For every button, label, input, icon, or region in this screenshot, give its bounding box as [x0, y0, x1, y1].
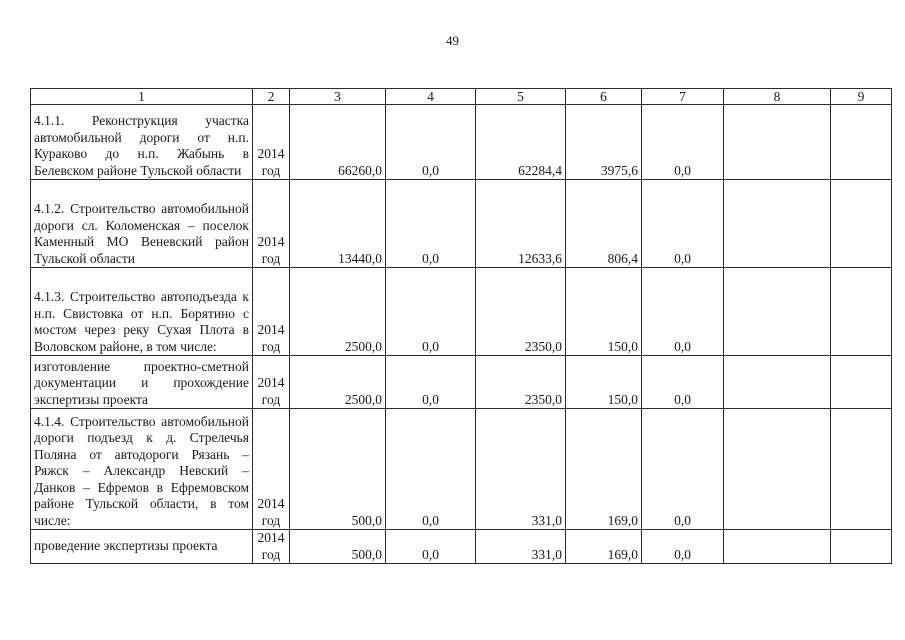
cell-col8: [724, 180, 831, 268]
cell-col7: 0,0: [642, 105, 724, 180]
cell-col7: 0,0: [642, 180, 724, 268]
col-header-7: 7: [642, 89, 724, 105]
row-name: 4.1.4. Строительство автомобильной дороги подъезд к д. Стрелечья Поляна от автодороги Рязань – Ряжск – Александр Невский – Данков – Ефремов в Ефремовском районе Тульской области, в том числе:: [31, 409, 253, 530]
cell-col4: 0,0: [386, 268, 476, 356]
col-header-4: 4: [386, 89, 476, 105]
cell-col9: [831, 530, 892, 564]
cell-col5: 12633,6: [476, 180, 566, 268]
cell-col8: [724, 356, 831, 409]
cell-col7: 0,0: [642, 356, 724, 409]
col-header-9: 9: [831, 89, 892, 105]
col-header-2: 2: [253, 89, 290, 105]
cell-col6: 150,0: [566, 356, 642, 409]
col-header-1: 1: [31, 89, 253, 105]
cell-col8: [724, 409, 831, 530]
row-name: 4.1.3. Строительство автоподъезда к н.п. Свистовка от н.п. Борятино с мостом через реку Сухая Плота в Воловском районе, в том числе:: [31, 268, 253, 356]
row-name: 4.1.1. Реконструкция участка автомобильной дороги от н.п. Кураково до н.п. Жабынь в Белевском районе Тульской области: [31, 105, 253, 180]
col-header-8: 8: [724, 89, 831, 105]
row-year: 2014 год: [253, 268, 290, 356]
cell-col9: [831, 409, 892, 530]
table-row: [31, 356, 892, 409]
row-year: 2014 год: [253, 180, 290, 268]
cell-col6: 3975,6: [566, 105, 642, 180]
cell-col7: 0,0: [642, 409, 724, 530]
cell-col9: [831, 180, 892, 268]
cell-col6: 806,4: [566, 180, 642, 268]
cell-col9: [831, 268, 892, 356]
table-row: [31, 268, 892, 356]
cell-col3: 2500,0: [290, 356, 386, 409]
row-name: проведение экспертизы проекта: [31, 530, 253, 564]
row-year: 2014 год: [253, 356, 290, 409]
cell-col4: 0,0: [386, 180, 476, 268]
cell-col4: 0,0: [386, 105, 476, 180]
cell-col8: [724, 105, 831, 180]
cell-col5: 2350,0: [476, 356, 566, 409]
cell-col9: [831, 105, 892, 180]
cell-col5: 331,0: [476, 409, 566, 530]
cell-col5: 331,0: [476, 530, 566, 564]
cell-col6: 169,0: [566, 530, 642, 564]
cell-col4: 0,0: [386, 356, 476, 409]
cell-col7: 0,0: [642, 530, 724, 564]
cell-col8: [724, 530, 831, 564]
row-year: 2014 год: [253, 530, 290, 564]
cell-col3: 66260,0: [290, 105, 386, 180]
cell-col4: 0,0: [386, 530, 476, 564]
row-name: 4.1.2. Строительство автомобильной дороги сл. Коломенская – поселок Каменный МО Веневский район Тульской области: [31, 180, 253, 268]
cell-col5: 2350,0: [476, 268, 566, 356]
cell-col7: 0,0: [642, 268, 724, 356]
table-row: [31, 180, 892, 268]
header-row: [31, 89, 892, 105]
cell-col4: 0,0: [386, 409, 476, 530]
row-name: изготовление проектно-сметной документации и прохождение экспертизы проекта: [31, 356, 253, 409]
page-number: 49: [446, 33, 459, 48]
cell-col3: 500,0: [290, 409, 386, 530]
cell-col6: 169,0: [566, 409, 642, 530]
row-year: 2014 год: [253, 105, 290, 180]
col-header-5: 5: [476, 89, 566, 105]
col-header-3: 3: [290, 89, 386, 105]
row-year: 2014 год: [253, 409, 290, 530]
table-row: [31, 530, 892, 564]
cell-col3: 2500,0: [290, 268, 386, 356]
budget-table: [30, 88, 892, 564]
cell-col8: [724, 268, 831, 356]
cell-col6: 150,0: [566, 268, 642, 356]
cell-col5: 62284,4: [476, 105, 566, 180]
table-row: [31, 105, 892, 180]
col-header-6: 6: [566, 89, 642, 105]
cell-col3: 13440,0: [290, 180, 386, 268]
cell-col9: [831, 356, 892, 409]
table-row: [31, 409, 892, 530]
cell-col3: 500,0: [290, 530, 386, 564]
